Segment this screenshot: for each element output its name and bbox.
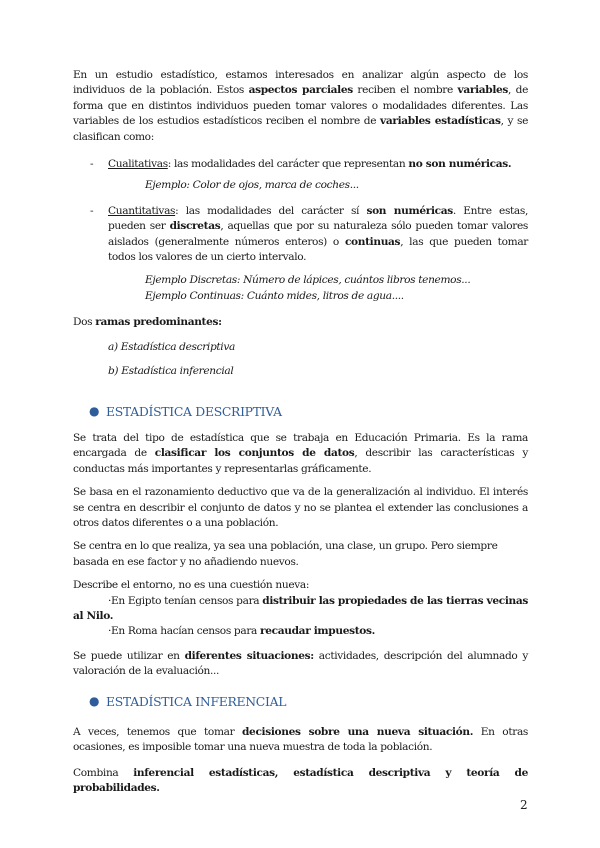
cuantitativas-label: Cuantitativas	[108, 204, 176, 217]
intro-text: , de forma que en distintos individuos pueden tomar valores o modalidades diferentes. Las variables de los estudios estadísticos reciben el nombre de	[73, 84, 529, 128]
cualitativas-bold: no son numéricas.	[408, 158, 512, 171]
cuantitativas-bold: continuas	[344, 235, 401, 248]
paragraph-bold: clasificar los conjuntos de datos	[154, 447, 355, 460]
cuantitativas-text: . Entre estas, pueden ser	[108, 204, 529, 233]
paragraph-text: actividades, descripción del alumnado y valoración de la evaluación...	[73, 649, 529, 678]
intro-text: , y se clasifican como:	[73, 115, 529, 143]
paragraph-text: Se puede utilizar en	[73, 649, 185, 662]
page-number: 2	[520, 798, 528, 812]
cualitativas-text: : las modalidades del carácter que representan	[167, 158, 409, 171]
cualitativas-example: Ejemplo: Color de ojos, marca de coches...	[145, 179, 359, 192]
intro-text: reciben el nombre	[352, 84, 458, 97]
paragraph-text: En otras ocasiones, es imposible tomar una nueva muestra de toda la población.	[73, 726, 528, 754]
list-item-cualitativas	[73, 157, 528, 172]
paragraph-bold: decisiones sobre una nueva situación.	[242, 726, 474, 738]
cuantitativas-text: , aquellas que por su naturaleza sólo pueden tomar valores aislados (generalmente números enteros) o	[108, 220, 528, 248]
ramas-bold: ramas predominantes:	[95, 316, 222, 329]
inferencial-paragraph-1	[73, 725, 528, 756]
heading-bullet-icon: ●	[89, 693, 100, 708]
heading-bullet-icon: ●	[89, 403, 100, 418]
descriptiva-paragraph-3-line-1: Se centra en lo que realiza, ya sea una población, una clase, un grupo. Pero siempre	[73, 540, 498, 553]
cuantitativas-bold: discretas	[169, 220, 221, 233]
intro-bold: variables estadísticas	[380, 115, 501, 128]
rama-inferencial: b) Estadística inferencial	[108, 365, 234, 378]
paragraph-text: Se trata del tipo de estadística que se trabaja en Educación Primaria. Es la rama encargada de	[73, 431, 528, 460]
document-page	[73, 68, 528, 797]
cuantitativas-example-continuas: Ejemplo Continuas: Cuánto mides, litros de agua....	[145, 289, 404, 302]
example-bold: distribuir las propiedades de las tierras vecinas al Nilo.	[73, 594, 528, 622]
descriptiva-paragraph-3-line-2: basada en ese factor y no añadiendo nuevos.	[73, 555, 299, 568]
inferencial-paragraph-2	[73, 766, 528, 797]
list-item-cuantitativas	[73, 204, 528, 266]
example-bold: .	[371, 625, 375, 638]
rama-descriptiva: a) Estadística descriptiva	[108, 340, 235, 353]
descriptiva-paragraph-5	[73, 649, 528, 680]
cuantitativas-example-discretas: Ejemplo Discretas: Número de lápices, cuántos libros tenemos...	[145, 274, 471, 287]
example-bold: recaudar impuestos	[260, 625, 372, 638]
paragraph-text: , describir las características y conductas más importantes y representarlas gráficamente.	[73, 447, 528, 475]
cuantitativas-bold: son numéricas	[366, 204, 453, 217]
ramas-intro	[73, 315, 528, 330]
cuantitativas-definition	[108, 204, 528, 266]
paragraph-text: A veces, tenemos que tomar	[73, 726, 242, 738]
descriptiva-paragraph-2: Se basa en el razonamiento deductivo que va de la generalización al individuo. El interés se centra en describir el conjunto de datos y no se plantea el extender las conclusiones a otros datos diferentes o a una población.	[73, 486, 528, 529]
intro-text: En un estudio estadístico, estamos interesados en analizar algún aspecto de los individuos de la población. Estos	[73, 69, 528, 97]
intro-paragraph	[73, 68, 528, 145]
section-heading-descriptiva	[73, 404, 528, 419]
ramas-text: Dos	[73, 316, 96, 329]
example-text: ·En Roma hacían censos para	[108, 625, 261, 638]
descriptiva-paragraph-4-intro: Describe el entorno, no es una cuestión nueva:	[73, 579, 310, 592]
descriptiva-example-roma	[73, 624, 528, 639]
cualitativas-label: Cualitativas	[108, 158, 168, 171]
dash-bullet: -	[90, 204, 94, 217]
paragraph-text: Combina	[73, 766, 134, 779]
dash-bullet: -	[90, 158, 94, 171]
cuantitativas-text: : las modalidades del carácter sí	[175, 204, 367, 217]
heading-text: ESTADÍSTICA INFERENCIAL	[106, 693, 287, 709]
paragraph-bold: inferencial estadísticas, estadística descriptiva y teoría de probabilidades.	[73, 766, 528, 795]
intro-bold: aspectos parciales	[248, 84, 353, 97]
descriptiva-example-egipto	[73, 594, 528, 625]
example-text: ·En Egipto tenían censos para	[108, 594, 263, 607]
section-heading-inferencial	[73, 694, 528, 709]
heading-text: ESTADÍSTICA DESCRIPTIVA	[106, 403, 282, 419]
intro-bold: variables	[457, 84, 509, 97]
paragraph-bold: diferentes situaciones:	[184, 649, 314, 662]
cualitativas-definition	[108, 157, 528, 172]
cuantitativas-text: , las que pueden tomar todos los valores de un cierto intervalo.	[108, 235, 528, 264]
descriptiva-paragraph-1	[73, 431, 528, 477]
